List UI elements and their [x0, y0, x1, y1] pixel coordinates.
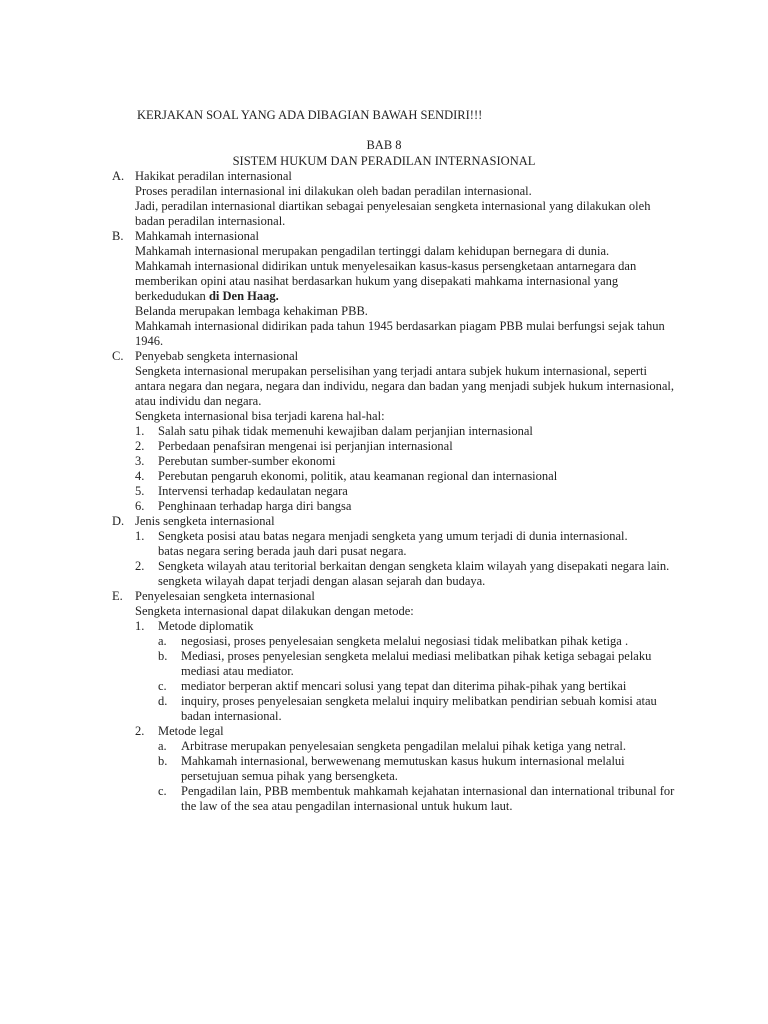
list-item-number: 6.: [135, 499, 145, 513]
section-b-text-plain: berkedudukan: [135, 289, 206, 303]
sub-item: mediasi atau mediator.: [181, 664, 294, 678]
list-item-number: 1.: [135, 619, 145, 633]
instruction: KERJAKAN SOAL YANG ADA DIBAGIAN BAWAH SENDIRI!!!: [137, 108, 483, 122]
sub-item-letter: c.: [158, 784, 167, 798]
section-a-text: Jadi, peradilan internasional diartikan sebagai penyelesaian sengketa internasional yang dilakukan oleh: [135, 199, 651, 213]
list-item-number: 1.: [135, 424, 145, 438]
chapter-title: SISTEM HUKUM DAN PERADILAN INTERNASIONAL: [232, 154, 536, 168]
sub-item: mediator berperan aktif mencari solusi yang tepat dan diterima pihak-pihak yang bertikai: [181, 679, 627, 693]
method-heading: Metode diplomatik: [158, 619, 254, 633]
list-item-number: 3.: [135, 454, 145, 468]
list-item-number: 2.: [135, 724, 145, 738]
list-item: Intervensi terhadap kedaulatan negara: [158, 484, 348, 498]
sub-item-letter: d.: [158, 694, 168, 708]
list-item: sengketa wilayah dapat terjadi dengan alasan sejarah dan budaya.: [158, 574, 486, 588]
sub-item-letter: a.: [158, 634, 167, 648]
list-item-number: 2.: [135, 439, 145, 453]
section-c-marker: C.: [112, 349, 124, 363]
sub-item: Mahkamah internasional, berwewenang memutuskan kasus hukum internasional melalui: [181, 754, 625, 768]
section-b-marker: B.: [112, 229, 124, 243]
sub-item: Arbitrase merupakan penyelesaian sengketa pengadilan melalui pihak ketiga yang netral.: [181, 739, 626, 753]
list-item-number: 4.: [135, 469, 145, 483]
section-b-text: [135, 289, 279, 304]
method-heading: Metode legal: [158, 724, 224, 738]
list-item: Sengketa posisi atau batas negara menjadi sengketa yang umum terjadi di dunia internasional.: [158, 529, 628, 543]
section-b-text: Mahkamah internasional merupakan pengadilan tertinggi dalam kehidupan bernegara di dunia.: [135, 244, 610, 258]
sub-item: the law of the sea atau pengadilan internasional untuk hukum laut.: [181, 799, 513, 813]
list-item: Salah satu pihak tidak memenuhi kewajiban dalam perjanjian internasional: [158, 424, 533, 438]
list-item-number: 2.: [135, 559, 145, 573]
list-item: Perebutan pengaruh ekonomi, politik, atau keamanan regional dan internasional: [158, 469, 558, 483]
list-item-number: 1.: [135, 529, 145, 543]
sub-item: negosiasi, proses penyelesaian sengketa melalui negosiasi tidak melibatkan pihak ketiga .: [181, 634, 629, 648]
sub-item-letter: b.: [158, 754, 168, 768]
section-d-marker: D.: [112, 514, 125, 528]
list-item: Penghinaan terhadap harga diri bangsa: [158, 499, 352, 513]
section-c-heading: Penyebab sengketa internasional: [135, 349, 299, 363]
sub-item: inquiry, proses penyelesaian sengketa melalui inquiry melibatkan pendirian sebuah komisi atau: [181, 694, 657, 708]
sub-item: Mediasi, proses penyelesian sengketa melalui mediasi melibatkan pihak ketiga sebagai pelaku: [181, 649, 652, 663]
list-item: Perbedaan penafsiran mengenai isi perjanjian internasional: [158, 439, 453, 453]
section-b-location-bold: di Den Haag.: [208, 289, 279, 303]
section-d-heading: Jenis sengketa internasional: [135, 514, 275, 528]
section-c-text: Sengketa internasional merupakan perselisihan yang terjadi antara subjek hukum internasional, seperti: [135, 364, 647, 378]
section-e-text: Sengketa internasional dapat dilakukan dengan metode:: [135, 604, 414, 618]
list-item-number: 5.: [135, 484, 145, 498]
section-b-heading: Mahkamah internasional: [135, 229, 259, 243]
chapter-label: BAB 8: [366, 138, 402, 152]
section-b-text: memberikan opini atau nasihat berdasarkan hukum yang disepakati mahkama internasional yang: [135, 274, 619, 288]
list-item: batas negara sering berada jauh dari pusat negara.: [158, 544, 407, 558]
section-b-text: Mahkamah internasional didirikan pada tahun 1945 berdasarkan piagam PBB mulai berfungsi sejak tahun: [135, 319, 665, 333]
section-b-text: Belanda merupakan lembaga kehakiman PBB.: [135, 304, 368, 318]
section-c-text: atau individu dan negara.: [135, 394, 262, 408]
section-a-text: badan peradilan internasional.: [135, 214, 286, 228]
section-a-heading: Hakikat peradilan internasional: [135, 169, 292, 183]
list-item: Perebutan sumber-sumber ekonomi: [158, 454, 336, 468]
section-e-heading: Penyelesaian sengketa internasional: [135, 589, 315, 603]
section-b-text: Mahkamah internasional didirikan untuk menyelesaikan kasus-kasus persengketaan antarnegara dan: [135, 259, 637, 273]
section-b-text: 1946.: [135, 334, 164, 348]
sub-item-letter: c.: [158, 679, 167, 693]
sub-item: persetujuan semua pihak yang bersengketa.: [181, 769, 398, 783]
section-a-text: Proses peradilan internasional ini dilakukan oleh badan peradilan internasional.: [135, 184, 532, 198]
list-item: Sengketa wilayah atau teritorial berkaitan dengan sengketa klaim wilayah yang disepakati negara lain.: [158, 559, 670, 573]
section-e-marker: E.: [112, 589, 123, 603]
section-c-text: Sengketa internasional bisa terjadi karena hal-hal:: [135, 409, 385, 423]
section-c-text: antara negara dan negara, negara dan individu, negara dan badan yang menjadi subjek hukum internasional,: [135, 379, 675, 393]
sub-item: Pengadilan lain, PBB membentuk mahkamah kejahatan internasional dan international tribunal for: [181, 784, 675, 798]
section-a-marker: A.: [112, 169, 125, 183]
sub-item-letter: a.: [158, 739, 167, 753]
sub-item: badan internasional.: [181, 709, 282, 723]
sub-item-letter: b.: [158, 649, 168, 663]
